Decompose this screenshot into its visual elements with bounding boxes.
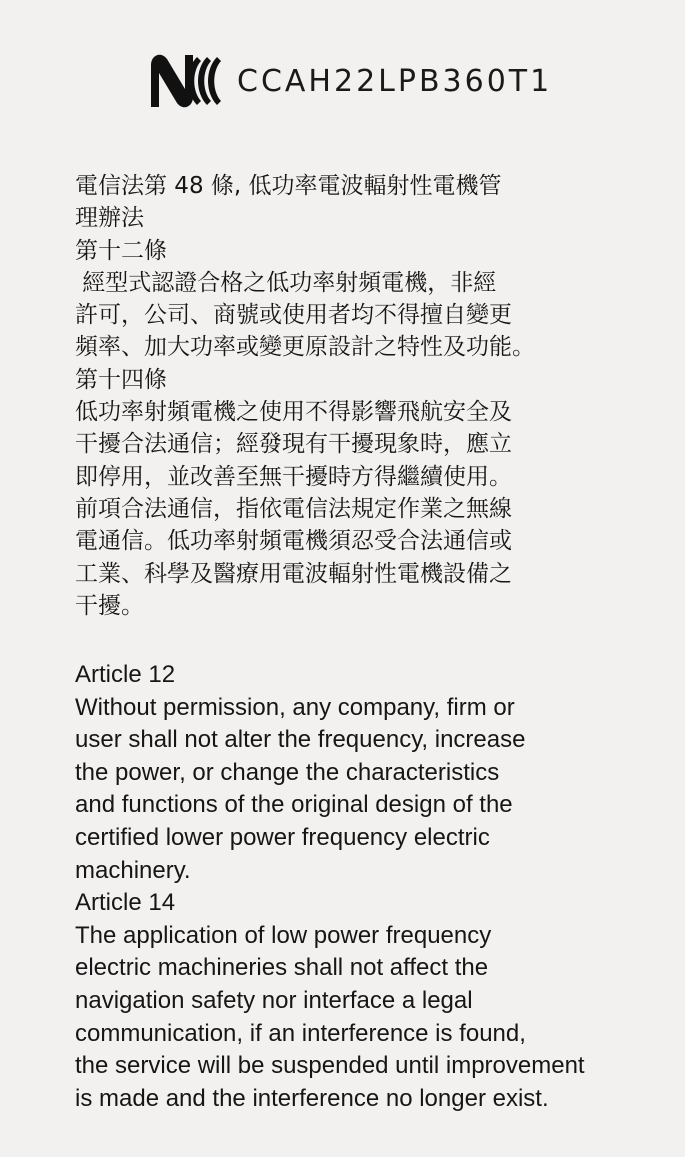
en-line: The application of low power frequency: [75, 921, 492, 949]
zh-line: 理辦法: [75, 205, 144, 232]
zh-line: 許可，公司、商號或使用者均不得擅自變更: [75, 302, 512, 329]
chinese-notice: [75, 170, 635, 622]
zh-line: 電信法第 48 條, 低功率電波輻射性電機管: [75, 173, 502, 199]
en-line: Article 12: [75, 661, 176, 688]
zh-line: 前項合法通信，指依電信法規定作業之無線: [75, 495, 512, 522]
zh-line: 第十二條: [75, 237, 167, 264]
en-line: is made and the interference no longer exist.: [75, 1084, 549, 1112]
zh-line: 干擾。: [75, 592, 144, 619]
certification-header: [145, 40, 552, 120]
zh-line: 電通信。低功率射頻電機須忍受合法通信或: [75, 528, 512, 555]
en-line: the power, or change the characteristics: [75, 758, 500, 786]
zh-line: 干擾合法通信；經發現有干擾現象時，應立: [75, 431, 512, 458]
en-line: machinery.: [75, 856, 191, 884]
en-line: certified lower power frequency electric: [75, 823, 490, 851]
en-line: Article 14: [75, 889, 176, 917]
en-line: the service will be suspended until improvement: [75, 1052, 585, 1080]
english-notice: [75, 659, 675, 1115]
en-line: electric machineries shall not affect the: [75, 954, 489, 982]
en-line: Without permission, any company, firm or: [75, 693, 515, 721]
zh-line: 工業、科學及醫療用電波輻射性電機設備之: [75, 560, 512, 587]
en-line: navigation safety nor interface a legal: [75, 986, 473, 1014]
zh-line: 頻率、加大功率或變更原設計之特性及功能。: [75, 334, 535, 361]
en-line: and functions of the original design of the: [75, 791, 513, 819]
en-line: user shall not alter the frequency, increase: [75, 726, 526, 754]
zh-line: 第十四條: [75, 366, 167, 393]
zh-line: 低功率射頻電機之使用不得影響飛航安全及: [75, 399, 512, 426]
certification-id: CCAH22LPB360T1: [237, 63, 553, 99]
ncc-logo-icon: [145, 41, 227, 119]
zh-line: 經型式認證合格之低功率射頻電機，非經: [75, 269, 497, 296]
zh-line: 即停用，並改善至無干擾時方得繼續使用。: [75, 463, 512, 490]
en-line: communication, if an interference is found,: [75, 1019, 526, 1047]
